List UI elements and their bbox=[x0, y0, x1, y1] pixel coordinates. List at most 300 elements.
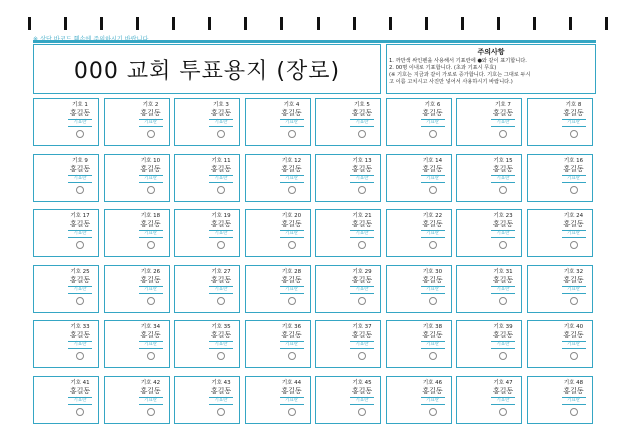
vote-label: 기표란 bbox=[350, 119, 374, 127]
vote-circle[interactable] bbox=[288, 130, 296, 138]
vote-label: 기표란 bbox=[491, 230, 515, 238]
candidate-cell[interactable] bbox=[456, 376, 522, 424]
candidate-number: 기호 22 bbox=[422, 213, 443, 219]
candidate-info bbox=[559, 268, 589, 305]
notes-line: 1. 까만색 싸인펜을 사용해서 기표란에 ●와 같이 표기합니다. bbox=[389, 58, 527, 64]
vote-label: 기표란 bbox=[491, 119, 515, 127]
vote-circle[interactable] bbox=[570, 186, 578, 194]
candidate-grid bbox=[33, 98, 596, 424]
vote-circle[interactable] bbox=[499, 186, 507, 194]
candidate-number: 기호 28 bbox=[281, 268, 302, 275]
candidate-name: 홍길동 bbox=[281, 275, 302, 284]
vote-circle[interactable] bbox=[429, 352, 437, 360]
vote-label: 기표란 bbox=[209, 341, 233, 349]
candidate-name: 홍길동 bbox=[140, 386, 161, 395]
vote-circle[interactable] bbox=[358, 130, 366, 138]
vote-circle[interactable] bbox=[358, 352, 366, 360]
vote-label: 기표란 bbox=[139, 230, 163, 238]
vote-circle[interactable] bbox=[429, 297, 437, 305]
candidate-name: 홍길동 bbox=[69, 386, 91, 395]
candidate-cell[interactable] bbox=[33, 320, 99, 368]
vote-label: 기표란 bbox=[280, 397, 304, 405]
candidate-info bbox=[136, 323, 166, 360]
candidate-number: 기호 6 bbox=[424, 102, 441, 108]
candidate-number: 기호 27 bbox=[211, 268, 231, 275]
vote-circle[interactable] bbox=[570, 352, 578, 360]
barcode-tick bbox=[425, 17, 428, 30]
vote-circle[interactable] bbox=[499, 297, 507, 305]
candidate-cell[interactable] bbox=[527, 154, 593, 202]
candidate-info bbox=[418, 323, 448, 360]
vote-label: 기표란 bbox=[139, 397, 163, 405]
candidate-info bbox=[136, 379, 166, 416]
vote-circle[interactable] bbox=[358, 297, 366, 305]
candidate-cell[interactable] bbox=[174, 98, 240, 146]
candidate-name: 홍길동 bbox=[140, 220, 161, 228]
barcode-tick bbox=[569, 17, 572, 30]
candidate-info bbox=[418, 157, 448, 194]
candidate-name: 홍길동 bbox=[422, 109, 443, 117]
candidate-name: 홍길동 bbox=[351, 331, 373, 339]
barcode-tick bbox=[136, 17, 139, 30]
header-rule bbox=[33, 40, 596, 43]
candidate-cell[interactable] bbox=[33, 376, 99, 424]
candidate-number: 기호 46 bbox=[422, 379, 443, 386]
vote-circle[interactable] bbox=[147, 408, 155, 416]
candidate-number: 기호 30 bbox=[422, 268, 443, 275]
candidate-cell[interactable] bbox=[33, 265, 99, 313]
candidate-number: 기호 1 bbox=[72, 102, 88, 108]
candidate-number: 기호 7 bbox=[495, 102, 511, 108]
candidate-cell[interactable] bbox=[527, 209, 593, 257]
vote-circle[interactable] bbox=[147, 241, 155, 249]
vote-circle[interactable] bbox=[76, 408, 84, 416]
candidate-info bbox=[488, 212, 518, 249]
candidate-name: 홍길동 bbox=[351, 220, 373, 228]
candidate-number: 기호 26 bbox=[140, 268, 161, 275]
vote-circle[interactable] bbox=[288, 186, 296, 194]
candidate-number: 기호 18 bbox=[140, 213, 161, 219]
candidate-number: 기호 37 bbox=[352, 324, 372, 330]
candidate-name: 홍길동 bbox=[563, 331, 584, 339]
candidate-name: 홍길동 bbox=[563, 109, 584, 117]
candidate-info bbox=[488, 323, 518, 360]
vote-circle[interactable] bbox=[147, 352, 155, 360]
candidate-number: 기호 29 bbox=[352, 268, 372, 275]
candidate-cell[interactable] bbox=[386, 154, 452, 202]
candidate-name: 홍길동 bbox=[69, 331, 91, 339]
vote-label: 기표란 bbox=[139, 119, 163, 127]
candidate-name: 홍길동 bbox=[422, 164, 443, 173]
barcode-tick bbox=[533, 17, 536, 30]
candidate-cell[interactable] bbox=[456, 98, 522, 146]
vote-label: 기표란 bbox=[68, 341, 92, 349]
candidate-info bbox=[136, 101, 166, 138]
vote-circle[interactable] bbox=[570, 130, 578, 138]
candidate-name: 홍길동 bbox=[563, 164, 584, 173]
candidate-cell[interactable] bbox=[174, 376, 240, 424]
notes-box bbox=[386, 44, 596, 94]
candidate-name: 홍길동 bbox=[351, 386, 373, 395]
vote-circle[interactable] bbox=[570, 297, 578, 305]
candidate-info bbox=[347, 323, 377, 360]
candidate-name: 홍길동 bbox=[69, 109, 91, 117]
candidate-name: 홍길동 bbox=[140, 109, 161, 117]
vote-circle[interactable] bbox=[499, 408, 507, 416]
candidate-cell[interactable] bbox=[174, 265, 240, 313]
vote-circle[interactable] bbox=[570, 408, 578, 416]
candidate-name: 홍길동 bbox=[351, 109, 373, 117]
candidate-info bbox=[136, 268, 166, 305]
candidate-name: 홍길동 bbox=[210, 220, 232, 228]
candidate-name: 홍길동 bbox=[281, 220, 302, 228]
candidate-number: 기호 13 bbox=[352, 157, 372, 164]
candidate-info bbox=[488, 268, 518, 305]
notes-line: 2. 00명 이내로 기표합니다. (초과 기표시 무효) bbox=[389, 65, 497, 71]
candidate-number: 기호 31 bbox=[493, 268, 513, 275]
candidate-cell[interactable] bbox=[386, 320, 452, 368]
candidate-info bbox=[347, 268, 377, 305]
candidate-name: 홍길동 bbox=[69, 275, 91, 284]
candidate-cell[interactable] bbox=[527, 376, 593, 424]
candidate-number: 기호 11 bbox=[211, 157, 231, 164]
candidate-name: 홍길동 bbox=[140, 331, 161, 339]
candidate-name: 홍길동 bbox=[69, 220, 91, 228]
vote-circle[interactable] bbox=[288, 352, 296, 360]
candidate-cell[interactable] bbox=[315, 154, 381, 202]
candidate-name: 홍길동 bbox=[210, 275, 232, 284]
candidate-cell[interactable] bbox=[174, 320, 240, 368]
ballot-title: 000 교회 투표용지 (장로) bbox=[73, 58, 341, 84]
candidate-number: 기호 25 bbox=[70, 268, 90, 275]
vote-label: 기표란 bbox=[209, 230, 233, 238]
candidate-cell[interactable] bbox=[104, 376, 170, 424]
vote-label: 기표란 bbox=[209, 119, 233, 127]
candidate-cell[interactable] bbox=[386, 376, 452, 424]
barcode-tick bbox=[208, 17, 211, 30]
candidate-number: 기호 4 bbox=[283, 102, 300, 108]
vote-label: 기표란 bbox=[209, 175, 233, 183]
candidate-name: 홍길동 bbox=[492, 220, 514, 228]
vote-circle[interactable] bbox=[76, 352, 84, 360]
vote-label: 기표란 bbox=[562, 341, 586, 349]
vote-label: 기표란 bbox=[209, 286, 233, 294]
barcode-tick bbox=[100, 17, 103, 30]
candidate-info bbox=[488, 101, 518, 138]
candidate-name: 홍길동 bbox=[492, 164, 514, 173]
vote-circle[interactable] bbox=[76, 241, 84, 249]
candidate-number: 기호 2 bbox=[142, 102, 159, 108]
candidate-cell[interactable] bbox=[104, 320, 170, 368]
barcode-ticks bbox=[28, 17, 608, 31]
candidate-info bbox=[277, 157, 307, 194]
candidate-name: 홍길동 bbox=[140, 164, 161, 173]
vote-label: 기표란 bbox=[421, 341, 445, 349]
title-box bbox=[33, 44, 381, 94]
vote-label: 기표란 bbox=[209, 397, 233, 405]
vote-label: 기표란 bbox=[350, 341, 374, 349]
candidate-number: 기호 36 bbox=[281, 324, 302, 330]
candidate-info bbox=[559, 101, 589, 138]
candidate-number: 기호 34 bbox=[140, 324, 161, 330]
candidate-info bbox=[559, 323, 589, 360]
notes-title: 주의사항 bbox=[477, 48, 505, 56]
vote-label: 기표란 bbox=[421, 397, 445, 405]
candidate-name: 홍길동 bbox=[422, 386, 443, 395]
barcode-tick bbox=[244, 17, 247, 30]
candidate-cell[interactable] bbox=[245, 154, 311, 202]
candidate-number: 기호 43 bbox=[211, 379, 231, 386]
vote-label: 기표란 bbox=[280, 341, 304, 349]
candidate-info bbox=[65, 157, 95, 194]
candidate-info bbox=[65, 212, 95, 249]
candidate-number: 기호 19 bbox=[211, 213, 231, 219]
candidate-number: 기호 38 bbox=[422, 324, 443, 330]
vote-label: 기표란 bbox=[491, 341, 515, 349]
candidate-name: 홍길동 bbox=[563, 220, 584, 228]
candidate-name: 홍길동 bbox=[281, 386, 302, 395]
candidate-info bbox=[277, 379, 307, 416]
candidate-number: 기호 10 bbox=[140, 157, 161, 164]
candidate-name: 홍길동 bbox=[563, 275, 584, 284]
candidate-cell[interactable] bbox=[245, 98, 311, 146]
candidate-info bbox=[206, 157, 236, 194]
candidate-info bbox=[206, 268, 236, 305]
vote-circle[interactable] bbox=[76, 130, 84, 138]
candidate-name: 홍길동 bbox=[492, 331, 514, 339]
candidate-cell[interactable] bbox=[386, 98, 452, 146]
vote-label: 기표란 bbox=[421, 286, 445, 294]
vote-circle[interactable] bbox=[147, 297, 155, 305]
candidate-info bbox=[65, 379, 95, 416]
candidate-info bbox=[277, 212, 307, 249]
vote-label: 기표란 bbox=[421, 175, 445, 183]
vote-circle[interactable] bbox=[76, 186, 84, 194]
candidate-cell[interactable] bbox=[315, 265, 381, 313]
candidate-cell[interactable] bbox=[527, 320, 593, 368]
candidate-info bbox=[559, 379, 589, 416]
candidate-cell[interactable] bbox=[386, 209, 452, 257]
candidate-info bbox=[418, 379, 448, 416]
candidate-info bbox=[488, 379, 518, 416]
vote-circle[interactable] bbox=[217, 241, 225, 249]
barcode-tick bbox=[317, 17, 320, 30]
candidate-name: 홍길동 bbox=[69, 164, 91, 173]
candidate-number: 기호 8 bbox=[565, 102, 582, 108]
vote-label: 기표란 bbox=[68, 230, 92, 238]
candidate-cell[interactable] bbox=[104, 98, 170, 146]
candidate-info bbox=[206, 101, 236, 138]
vote-circle[interactable] bbox=[217, 352, 225, 360]
vote-label: 기표란 bbox=[350, 286, 374, 294]
vote-label: 기표란 bbox=[280, 230, 304, 238]
vote-label: 기표란 bbox=[68, 286, 92, 294]
candidate-info bbox=[347, 157, 377, 194]
vote-circle[interactable] bbox=[499, 130, 507, 138]
candidate-info bbox=[347, 101, 377, 138]
candidate-number: 기호 44 bbox=[281, 379, 302, 386]
candidate-number: 기호 14 bbox=[422, 157, 443, 164]
candidate-info bbox=[206, 379, 236, 416]
candidate-cell[interactable] bbox=[527, 265, 593, 313]
candidate-cell[interactable] bbox=[245, 376, 311, 424]
candidate-info bbox=[136, 157, 166, 194]
candidate-number: 기호 45 bbox=[352, 379, 372, 386]
vote-label: 기표란 bbox=[491, 286, 515, 294]
vote-circle[interactable] bbox=[429, 186, 437, 194]
vote-label: 기표란 bbox=[68, 175, 92, 183]
candidate-cell[interactable] bbox=[174, 209, 240, 257]
candidate-cell[interactable] bbox=[456, 154, 522, 202]
candidate-cell[interactable] bbox=[245, 265, 311, 313]
candidate-name: 홍길동 bbox=[492, 109, 514, 117]
vote-circle[interactable] bbox=[288, 297, 296, 305]
candidate-number: 기호 3 bbox=[213, 102, 229, 108]
candidate-number: 기호 24 bbox=[563, 213, 584, 219]
candidate-cell[interactable] bbox=[456, 320, 522, 368]
candidate-info bbox=[559, 212, 589, 249]
vote-circle[interactable] bbox=[429, 241, 437, 249]
candidate-info bbox=[65, 268, 95, 305]
vote-circle[interactable] bbox=[429, 130, 437, 138]
candidate-info bbox=[277, 323, 307, 360]
candidate-info bbox=[65, 101, 95, 138]
vote-circle[interactable] bbox=[358, 241, 366, 249]
vote-circle[interactable] bbox=[147, 186, 155, 194]
vote-circle[interactable] bbox=[147, 130, 155, 138]
vote-label: 기표란 bbox=[280, 119, 304, 127]
candidate-cell[interactable] bbox=[386, 265, 452, 313]
candidate-cell[interactable] bbox=[315, 376, 381, 424]
candidate-number: 기호 42 bbox=[140, 379, 161, 386]
vote-label: 기표란 bbox=[562, 397, 586, 405]
vote-circle[interactable] bbox=[217, 186, 225, 194]
candidate-number: 기호 21 bbox=[352, 213, 372, 219]
candidate-number: 기호 48 bbox=[563, 379, 584, 386]
vote-label: 기표란 bbox=[139, 175, 163, 183]
candidate-cell[interactable] bbox=[33, 98, 99, 146]
candidate-number: 기호 33 bbox=[70, 324, 90, 330]
candidate-info bbox=[136, 212, 166, 249]
candidate-name: 홍길동 bbox=[492, 386, 514, 395]
candidate-number: 기호 32 bbox=[563, 268, 584, 275]
vote-label: 기표란 bbox=[562, 230, 586, 238]
barcode-tick bbox=[353, 17, 356, 30]
candidate-number: 기호 23 bbox=[493, 213, 513, 219]
vote-circle[interactable] bbox=[288, 408, 296, 416]
candidate-name: 홍길동 bbox=[422, 220, 443, 228]
candidate-info bbox=[418, 101, 448, 138]
vote-circle[interactable] bbox=[288, 241, 296, 249]
candidate-number: 기호 47 bbox=[493, 379, 513, 386]
candidate-info bbox=[347, 379, 377, 416]
candidate-name: 홍길동 bbox=[210, 386, 232, 395]
candidate-name: 홍길동 bbox=[422, 331, 443, 339]
candidate-info bbox=[559, 157, 589, 194]
candidate-number: 기호 5 bbox=[354, 102, 370, 108]
vote-label: 기표란 bbox=[350, 397, 374, 405]
candidate-cell[interactable] bbox=[104, 209, 170, 257]
barcode-tick bbox=[389, 17, 392, 30]
candidate-cell[interactable] bbox=[245, 320, 311, 368]
vote-circle[interactable] bbox=[76, 297, 84, 305]
candidate-cell[interactable] bbox=[174, 154, 240, 202]
barcode-tick bbox=[64, 17, 67, 30]
candidate-name: 홍길동 bbox=[563, 386, 584, 395]
candidate-number: 기호 16 bbox=[563, 157, 584, 164]
candidate-name: 홍길동 bbox=[140, 275, 161, 284]
vote-circle[interactable] bbox=[499, 241, 507, 249]
candidate-info bbox=[488, 157, 518, 194]
candidate-cell[interactable] bbox=[245, 209, 311, 257]
candidate-cell[interactable] bbox=[315, 98, 381, 146]
candidate-info bbox=[418, 268, 448, 305]
candidate-cell[interactable] bbox=[527, 98, 593, 146]
vote-label: 기표란 bbox=[562, 119, 586, 127]
candidate-info bbox=[418, 212, 448, 249]
candidate-cell[interactable] bbox=[104, 154, 170, 202]
candidate-info bbox=[347, 212, 377, 249]
vote-label: 기표란 bbox=[562, 175, 586, 183]
barcode-tick bbox=[461, 17, 464, 30]
candidate-cell[interactable] bbox=[33, 209, 99, 257]
candidate-name: 홍길동 bbox=[422, 275, 443, 284]
candidate-name: 홍길동 bbox=[281, 331, 302, 339]
candidate-name: 홍길동 bbox=[492, 275, 514, 284]
vote-label: 기표란 bbox=[350, 175, 374, 183]
candidate-info bbox=[206, 323, 236, 360]
candidate-cell[interactable] bbox=[456, 209, 522, 257]
candidate-number: 기호 41 bbox=[70, 379, 90, 386]
vote-circle[interactable] bbox=[217, 297, 225, 305]
barcode-tick bbox=[172, 17, 175, 30]
vote-circle[interactable] bbox=[499, 352, 507, 360]
candidate-number: 기호 40 bbox=[563, 324, 584, 330]
barcode-tick bbox=[605, 17, 608, 30]
candidate-cell[interactable] bbox=[33, 154, 99, 202]
vote-label: 기표란 bbox=[421, 230, 445, 238]
vote-label: 기표란 bbox=[491, 397, 515, 405]
vote-circle[interactable] bbox=[217, 408, 225, 416]
vote-label: 기표란 bbox=[562, 286, 586, 294]
vote-label: 기표란 bbox=[68, 397, 92, 405]
candidate-info bbox=[65, 323, 95, 360]
vote-circle[interactable] bbox=[570, 241, 578, 249]
notes-line: 고 이름 고치시고 사진만 넣어서 사용하시기 바랍니다.) bbox=[389, 79, 513, 85]
vote-circle[interactable] bbox=[217, 130, 225, 138]
candidate-cell[interactable] bbox=[104, 265, 170, 313]
barcode-tick bbox=[28, 17, 31, 30]
vote-label: 기표란 bbox=[350, 230, 374, 238]
candidate-number: 기호 12 bbox=[281, 157, 302, 164]
candidate-name: 홍길동 bbox=[351, 275, 373, 284]
candidate-number: 기호 20 bbox=[281, 213, 302, 219]
candidate-info bbox=[206, 212, 236, 249]
candidate-cell[interactable] bbox=[315, 209, 381, 257]
candidate-cell[interactable] bbox=[315, 320, 381, 368]
candidate-number: 기호 17 bbox=[70, 213, 90, 219]
candidate-name: 홍길동 bbox=[281, 164, 302, 173]
notes-line: (※ 기호는 지금과 같이 가로로 증가합니다. 기호는 그대로 두시 bbox=[389, 72, 531, 78]
candidate-info bbox=[277, 101, 307, 138]
vote-circle[interactable] bbox=[358, 408, 366, 416]
vote-label: 기표란 bbox=[280, 286, 304, 294]
vote-circle[interactable] bbox=[429, 408, 437, 416]
vote-circle[interactable] bbox=[358, 186, 366, 194]
candidate-name: 홍길동 bbox=[210, 331, 232, 339]
candidate-cell[interactable] bbox=[456, 265, 522, 313]
vote-label: 기표란 bbox=[491, 175, 515, 183]
